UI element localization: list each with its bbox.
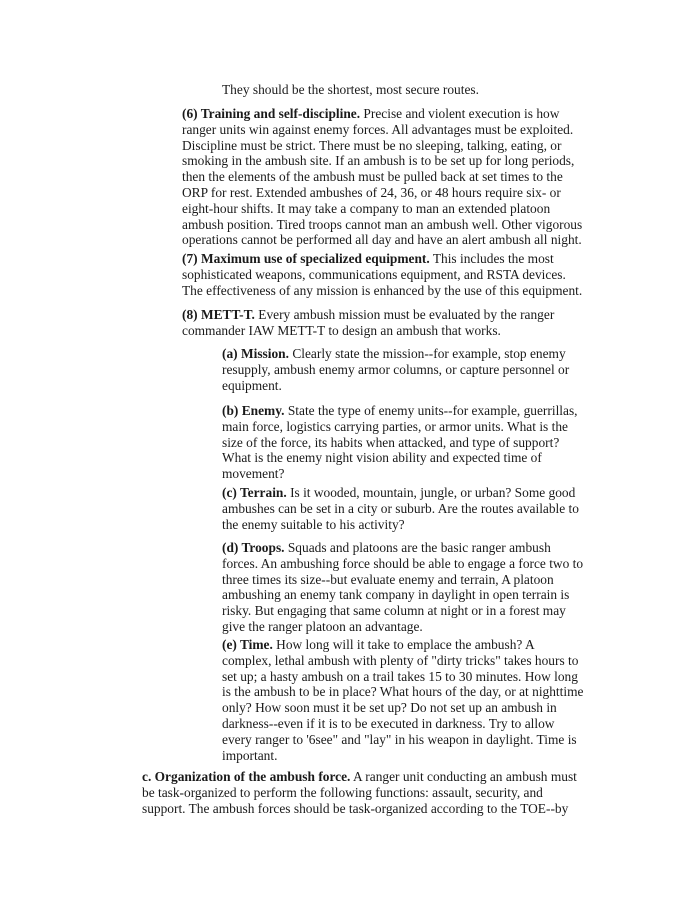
text-line: Clearly state the mission--for example, stop enemy (288, 346, 566, 361)
route-continuation (222, 82, 479, 98)
text-line: This includes the most (429, 251, 554, 266)
text-line: movement? (222, 466, 285, 482)
text-line: They should be the shortest, most secure routes. (222, 82, 479, 97)
text-line: smoking in the ambush site. If an ambush is to be set up for long periods, (182, 153, 575, 169)
text-line: three times its size--but evaluate enemy and terrain, A platoon (222, 571, 554, 587)
subparagraph-terrain (222, 485, 579, 532)
text-line: ambushes can be set in a city or suburb. Are the routes available to (222, 500, 579, 516)
subparagraph-enemy (222, 403, 578, 482)
text-line: Is it wooded, mountain, jungle, or urban? Some good (286, 485, 576, 500)
text-line: give the ranger platoon an advantage. (222, 618, 423, 634)
paragraph-heading: c. Organization of the ambush force. (142, 769, 351, 784)
paragraph-heading: (8) METT-T. (182, 307, 255, 322)
paragraph-heading: (b) Enemy. (222, 403, 285, 418)
text-line: resupply, ambush enemy armor columns, or capture personnel or (222, 361, 570, 377)
paragraph-training-self-discipline (182, 106, 582, 248)
text-line: eight-hour shifts. It may take a company to man an extended platoon (182, 200, 551, 216)
text-line: size of the force, its habits when attacked, and type of support? (222, 434, 560, 450)
text-line: darkness--even if it is to be executed in darkness. Try to allow (222, 715, 555, 731)
text-line: sophisticated weapons, communications equipment, and RSTA devices. (182, 266, 566, 282)
text-line: ambushing an enemy tank company in daylight in open terrain is (222, 587, 570, 603)
text-line: set up; a hasty ambush on a trail takes 15 to 30 minutes. How long (222, 668, 578, 684)
text-line: ranger units win against enemy forces. All advantages must be exploited. (182, 121, 574, 137)
text-line: commander IAW METT-T to design an ambush that works. (182, 322, 501, 338)
text-line: only? How soon must it be set up? Do not set up an ambush in (222, 700, 557, 716)
paragraph-organization-of-ambush-force (142, 769, 577, 816)
text-line: then the elements of the ambush must be pulled back at set times to the (182, 169, 563, 185)
text-line: complex, lethal ambush with plenty of "dirty tricks" takes hours to (222, 652, 579, 668)
text-line: Discipline must be strict. There must be no sleeping, talking, eating, or (182, 137, 562, 153)
paragraph-specialized-equipment (182, 251, 582, 298)
subparagraph-time (222, 637, 583, 763)
text-line: the enemy suitable to his activity? (222, 516, 405, 532)
paragraph-heading: (7) Maximum use of specialized equipment. (182, 251, 430, 266)
text-line: forces. An ambushing force should be able to engage a force two to (222, 555, 584, 571)
text-line: equipment. (222, 377, 282, 393)
text-line: risky. But engaging that same column at night or in a forest may (222, 603, 566, 619)
text-line: Squads and platoons are the basic ranger ambush (284, 540, 551, 555)
text-line: every ranger to '6see" and "lay" in his weapon in daylight. Time is (222, 731, 577, 747)
text-line: be task-organized to perform the following functions: assault, security, and (142, 784, 543, 800)
text-line: What is the enemy night vision ability and expected time of (222, 450, 542, 466)
text-line: Precise and violent execution is how (360, 106, 560, 121)
text-line: support. The ambush forces should be task-organized according to the TOE--by (142, 800, 569, 816)
paragraph-heading: (d) Troops. (222, 540, 285, 555)
text-line: ORP for rest. Extended ambushes of 24, 36, or 48 hours require six- or (182, 184, 561, 200)
paragraph-heading: (a) Mission. (222, 346, 289, 361)
text-line: main force, logistics carrying parties, or armor units. What is the (222, 418, 568, 434)
text-line: operations cannot be performed all day and have an alert ambush all night. (182, 232, 582, 248)
text-line: Every ambush mission must be evaluated by the ranger (254, 307, 555, 322)
text-line: important. (222, 747, 278, 763)
text-line: State the type of enemy units--for example, guerrillas, (284, 403, 578, 418)
paragraph-heading: (c) Terrain. (222, 485, 287, 500)
paragraph-heading: (6) Training and self-discipline. (182, 106, 361, 121)
subparagraph-mission (222, 346, 569, 393)
text-line: How long will it take to emplace the ambush? A (272, 637, 535, 652)
paragraph-mett-t (182, 307, 554, 339)
text-line: A ranger unit conducting an ambush must (350, 769, 577, 784)
paragraph-heading: (e) Time. (222, 637, 273, 652)
text-line: is the ambush to be in place? What hours of the day, or at nighttime (222, 684, 584, 700)
text-line: ambush position. Tired troops cannot man an ambush well. Other vigorous (182, 216, 583, 232)
subparagraph-troops (222, 540, 583, 635)
text-line: The effectiveness of any mission is enhanced by the use of this equipment. (182, 282, 583, 298)
